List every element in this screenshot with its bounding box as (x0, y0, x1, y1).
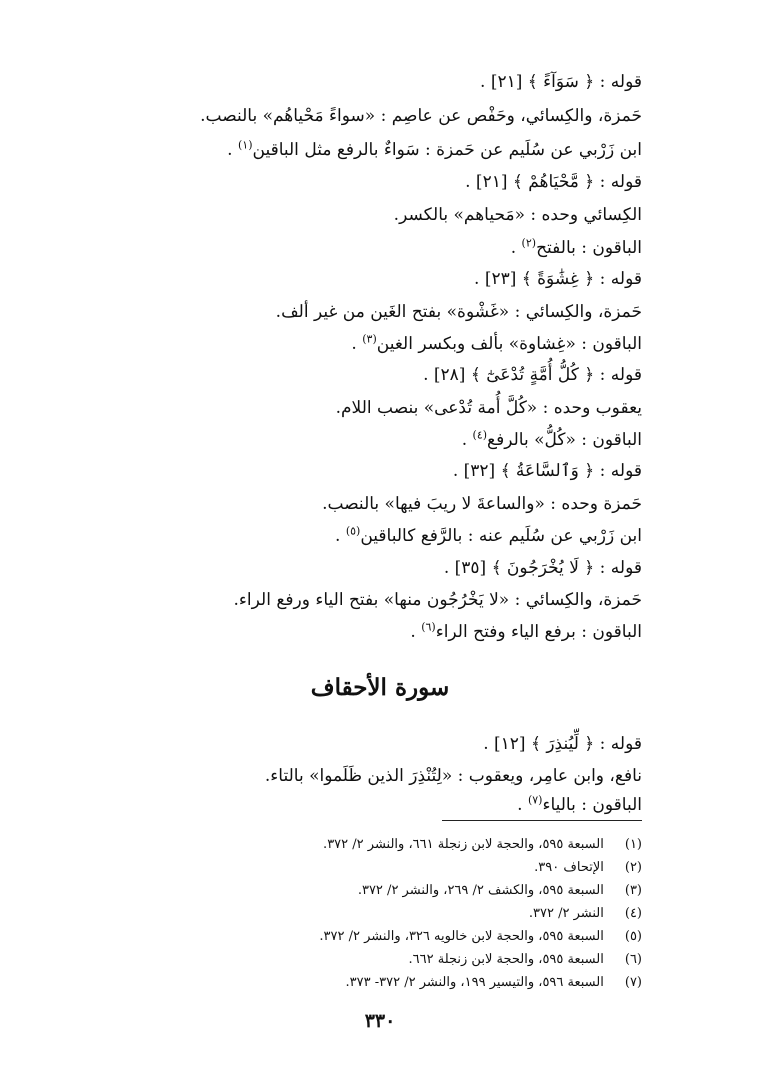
text-line: الباقون : بالفتح$^{(٢)}$ . (510, 236, 642, 258)
footnote (323, 836, 642, 854)
footnote (346, 974, 642, 992)
footnote-number: (٤) (624, 906, 642, 921)
footnote-text: الإتحاف ٣٩٠. (534, 860, 604, 875)
footnote-divider (442, 820, 642, 821)
text-line: حَمزة، والكِسائي : «لا يَخْرُجُون منها» بفتح الياء ورفع الراء. (233, 590, 642, 610)
text-line: نافع، وابن عامِر، ويعقوب : «لِتُنْذِرَ الذين ظَلَموا» بالتاء. (264, 766, 642, 786)
footnote-ref: (٧) (527, 793, 543, 807)
text-line: قوله : ﴿ مَّحْيَاهُمْ ﴾ [٢١] . (465, 172, 642, 192)
text-line: الباقون : برفع الياء وفتح الراء$^{(٦)}$ . (410, 620, 642, 642)
footnote-ref: (٣) (362, 332, 377, 346)
footnote (319, 928, 642, 946)
footnote-ref: (٥) (345, 524, 361, 538)
footnote-text: النشر ٢/ ٣٧٢. (528, 906, 604, 921)
footnote-ref: (١) (237, 138, 253, 152)
text-line: يعقوب وحده : «كُلَّ أُمة تُدْعى» بنصب اللام. (335, 398, 642, 418)
text-line: قوله : ﴿ لِّيُنذِرَ ﴾ [١٢] . (483, 734, 642, 754)
footnote (358, 882, 642, 900)
footnote-number: (٧) (624, 975, 642, 990)
text-line: الباقون : «غِشاوة» بألف وبكسر الغين$^{(٣)}$ . (351, 332, 642, 354)
footnote-number: (٢) (624, 860, 642, 875)
text-line: حَمزة وحده : «والساعةَ لا ريبَ فيها» بالنصب. (322, 494, 642, 514)
footnote-ref: (٦) (421, 620, 436, 634)
footnote-text: السبعة ٥٩٦، والتيسير ١٩٩، والنشر ٢/ ٣٧٢- ٣٧٣. (345, 975, 604, 990)
text-line: الباقون : بالياء$^{(٧)}$ . (517, 793, 642, 815)
footnote (529, 905, 642, 923)
footnote-text: السبعة ٥٩٥، والحجة لابن خالويه ٣٢٦، والنشر ٢/ ٣٧٢. (319, 929, 604, 944)
text-line: ابن زَرْبي عن سُلَيم عن حَمزة : سَواءٌ بالرفع مثل الباقين$^{(١)}$ . (227, 138, 642, 160)
footnote-number: (٦) (624, 952, 642, 967)
text-line: ابن زَرْبي عن سُلَيم عنه : بالرَّفع كالباقين$^{(٥)}$ . (335, 524, 642, 546)
footnote-text: السبعة ٥٩٥، والحجة لابن زنجلة ٦٦٢. (408, 952, 604, 967)
text-line: قوله : ﴿ كُلُّ أُمَّةٍ تُدْعَىٰٓ ﴾ [٢٨] . (423, 365, 642, 385)
footnote-ref: (٢) (521, 236, 537, 250)
page-number: ٣٣٠ (364, 1010, 396, 1032)
footnote (534, 859, 642, 877)
footnote-text: السبعة ٥٩٥، والحجة لابن زنجلة ٦٦١، والنشر ٢/ ٣٧٢. (323, 837, 604, 852)
text-line: قوله : ﴿ لَا يُخْرَجُونَ ﴾ [٣٥] . (443, 558, 642, 578)
footnote-number: (١) (624, 837, 642, 852)
text-line: قوله : ﴿ غِشَٰوَةً ﴾ [٢٣] . (474, 269, 642, 289)
text-line: الباقون : «كُلُّ» بالرفع$^{(٤)}$ . (461, 428, 642, 450)
footnote-ref: (٤) (472, 428, 488, 442)
text-line: الكِسائي وحده : «مَحياهم» بالكسر. (393, 205, 642, 225)
text-line: قوله : ﴿ سَوَآءً ﴾ [٢١] . (480, 72, 642, 92)
footnote-text: السبعة ٥٩٥، والكشف ٢/ ٢٦٩، والنشر ٢/ ٣٧٢. (357, 883, 604, 898)
text-line: حَمزة، والكِسائي : «غَشْوة» بفتح الغَين من غير ألف. (275, 302, 642, 322)
text-line: حَمزة، والكِسائي، وحَفْص عن عاصِم : «سواءً مَحْياهُم» بالنصب. (200, 106, 642, 126)
text-line: قوله : ﴿ وَٱلسَّاعَةُ ﴾ [٣٢] . (452, 461, 642, 481)
footnote-number: (٣) (624, 883, 642, 898)
footnote-number: (٥) (624, 929, 642, 944)
footnote (409, 951, 642, 969)
section-title: سورة الأحقاف (310, 674, 450, 701)
